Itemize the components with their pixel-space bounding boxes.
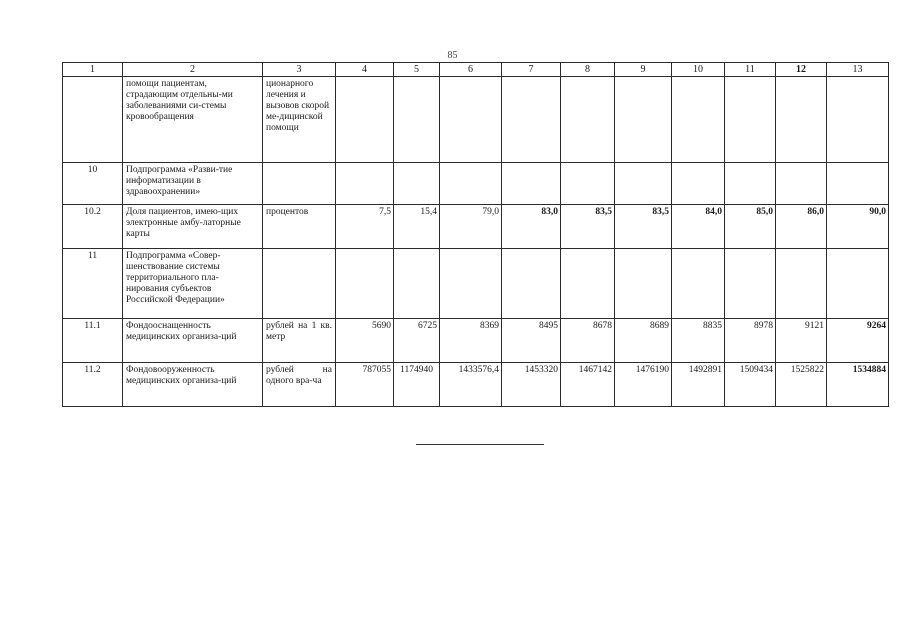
value-cell [561, 163, 615, 205]
column-header: 9 [615, 63, 672, 77]
value-cell: 15,4 [394, 205, 440, 249]
column-header: 3 [263, 63, 336, 77]
column-header: 5 [394, 63, 440, 77]
value-cell: 9121 [776, 319, 827, 363]
indicator-name: Фондовооруженность медицинских организа-ций [123, 363, 263, 407]
value-cell: 86,0 [776, 205, 827, 249]
value-cell [615, 249, 672, 319]
row-number: 10 [63, 163, 123, 205]
column-header: 8 [561, 63, 615, 77]
value-cell: 8678 [561, 319, 615, 363]
value-cell [336, 249, 394, 319]
value-cell [827, 249, 889, 319]
value-cell: 90,0 [827, 205, 889, 249]
value-cell: 1453320 [502, 363, 561, 407]
value-cell: 9264 [827, 319, 889, 363]
value-cell: 83,5 [561, 205, 615, 249]
value-cell [561, 249, 615, 319]
value-cell [725, 77, 776, 163]
value-cell: 83,5 [615, 205, 672, 249]
column-header: 12 [776, 63, 827, 77]
value-cell: 787055 [336, 363, 394, 407]
column-header: 7 [502, 63, 561, 77]
unit: рублей на 1 кв. метр [263, 319, 336, 363]
value-cell: 1467142 [561, 363, 615, 407]
value-cell [394, 163, 440, 205]
value-cell: 8495 [502, 319, 561, 363]
value-cell: 83,0 [502, 205, 561, 249]
value-cell: 1476190 [615, 363, 672, 407]
value-cell [502, 249, 561, 319]
row-number: 11.1 [63, 319, 123, 363]
row-number [63, 77, 123, 163]
value-cell [776, 249, 827, 319]
unit [263, 163, 336, 205]
column-header: 13 [827, 63, 889, 77]
footer-rule [416, 444, 544, 445]
value-cell [336, 163, 394, 205]
value-cell [394, 77, 440, 163]
value-cell [502, 77, 561, 163]
value-cell [615, 163, 672, 205]
value-cell [776, 163, 827, 205]
row-number: 11.2 [63, 363, 123, 407]
value-cell: 5690 [336, 319, 394, 363]
value-cell: 85,0 [725, 205, 776, 249]
unit [263, 249, 336, 319]
value-cell: 8978 [725, 319, 776, 363]
value-cell [725, 249, 776, 319]
indicators-table [62, 62, 889, 407]
table-row [63, 249, 889, 319]
value-cell [502, 163, 561, 205]
value-cell [827, 77, 889, 163]
value-cell: 84,0 [672, 205, 725, 249]
column-header: 6 [440, 63, 502, 77]
indicator-name: Подпрограмма «Совер-шенствование системы территориального пла-нирования субъектов Российской Федерации» [123, 249, 263, 319]
unit: ционарного лечения и вызовов скорой ме-дицинской помощи [263, 77, 336, 163]
value-cell: 8689 [615, 319, 672, 363]
value-cell: 1509434 [725, 363, 776, 407]
indicator-name: Подпрограмма «Разви-тие информатизации в здравоохранении» [123, 163, 263, 205]
page-number: 85 [447, 50, 458, 61]
value-cell [672, 163, 725, 205]
value-cell [394, 249, 440, 319]
unit: рублей на одного вра-ча [263, 363, 336, 407]
value-cell [827, 163, 889, 205]
value-cell [440, 77, 502, 163]
column-header: 11 [725, 63, 776, 77]
column-header: 4 [336, 63, 394, 77]
value-cell: 1433576,4 [440, 363, 502, 407]
value-cell [440, 249, 502, 319]
value-cell [776, 77, 827, 163]
row-number: 11 [63, 249, 123, 319]
column-header: 1 [63, 63, 123, 77]
indicator-name: помощи пациентам, страдающим отдельны-ми заболеваниями си-стемы кровообращения [123, 77, 263, 163]
table-row [63, 363, 889, 407]
value-cell [672, 249, 725, 319]
value-cell [336, 77, 394, 163]
value-cell [440, 163, 502, 205]
column-header: 10 [672, 63, 725, 77]
table-row [63, 77, 889, 163]
value-cell [561, 77, 615, 163]
indicator-name: Доля пациентов, имею-щих электронные амбу-латорные карты [123, 205, 263, 249]
unit: процентов [263, 205, 336, 249]
value-cell: 8369 [440, 319, 502, 363]
table-row [63, 205, 889, 249]
value-cell [672, 77, 725, 163]
value-cell: 1492891 [672, 363, 725, 407]
indicator-name: Фондооснащенность медицинских организа-ций [123, 319, 263, 363]
value-cell: 1534884 [827, 363, 889, 407]
value-cell: 1174940 [394, 363, 440, 407]
value-cell: 1525822 [776, 363, 827, 407]
table-row [63, 319, 889, 363]
value-cell [725, 163, 776, 205]
value-cell: 7,5 [336, 205, 394, 249]
value-cell: 79,0 [440, 205, 502, 249]
value-cell [615, 77, 672, 163]
column-header: 2 [123, 63, 263, 77]
value-cell: 8835 [672, 319, 725, 363]
value-cell: 6725 [394, 319, 440, 363]
table-row [63, 163, 889, 205]
row-number: 10.2 [63, 205, 123, 249]
column-number-row [63, 63, 889, 77]
